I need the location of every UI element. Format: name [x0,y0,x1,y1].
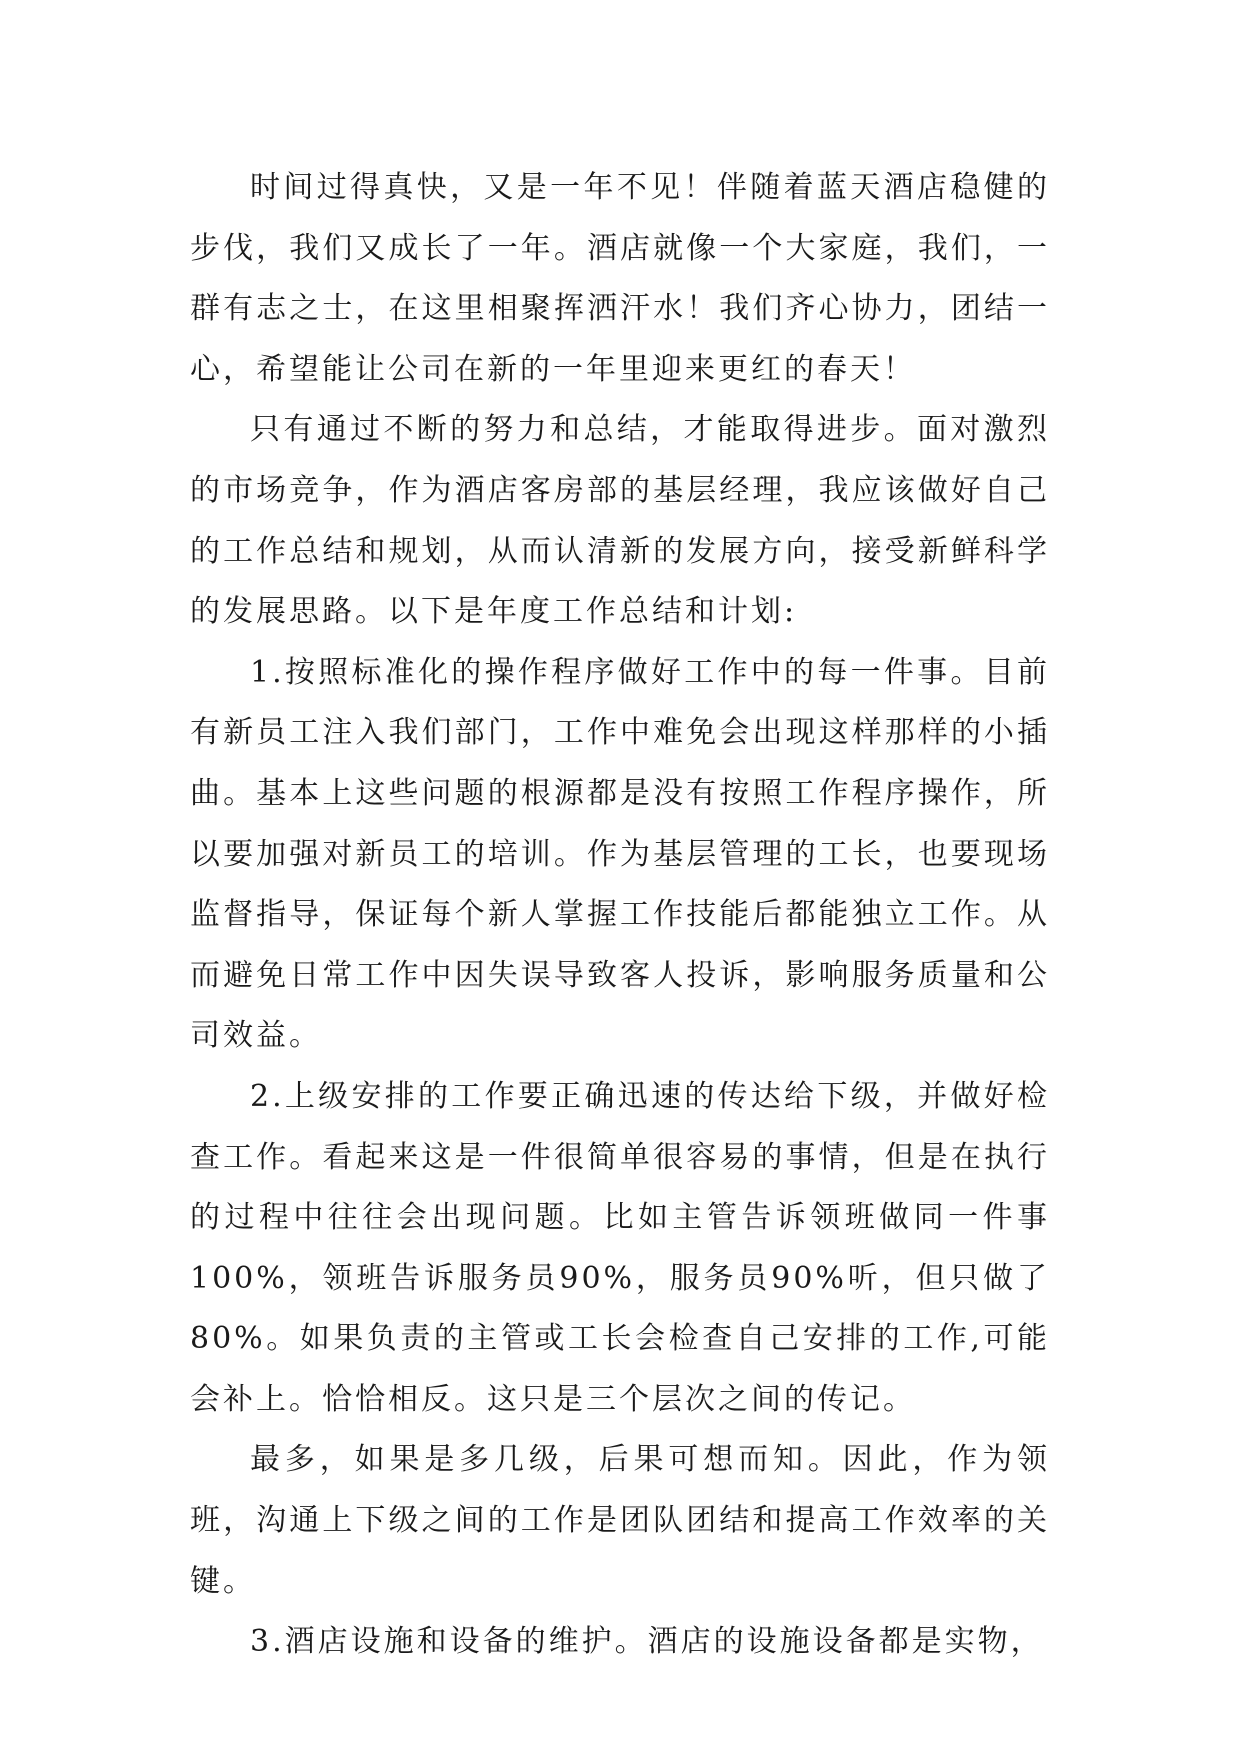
paragraph-item-2: 2.上级安排的工作要正确迅速的传达给下级，并做好检查工作。看起来这是一件很简单很容易的事情，但是在执行的过程中往往会出现问题。比如主管告诉领班做同一件事100%，领班告诉服务员90%，服务员90%听，但只做了80%。如果负责的主管或工长会检查自己安排的工作,可能会补上。恰恰相反。这只是三个层次之间的传记。 [190,1078,1050,1417]
paragraph-summary-purpose: 只有通过不断的努力和总结，才能取得进步。面对激烈的市场竞争，作为酒店客房部的基层经理，我应该做好自己的工作总结和规划，从而认清新的发展方向，接受新鲜科学的发展思路。以下是年度工作总结和计划: [190,412,1050,630]
paragraph-item-1: 1.按照标准化的操作程序做好工作中的每一件事。目前有新员工注入我们部门，工作中难免会出现这样那样的小插曲。基本上这些问题的根源都是没有按照工作程序操作，所以要加强对新员工的培训。作为基层管理的工长，也要现场监督指导，保证每个新人掌握工作技能后都能独立工作。从而避免日常工作中因失误导致客人投诉，影响服务质量和公司效益。 [190,654,1050,1054]
document-body [190,158,1050,1673]
paragraph-item-3: 3.酒店设施和设备的维护。酒店的设施设备都是实物， [250,1624,1044,1660]
paragraph-continuation: 最多，如果是多几级，后果可想而知。因此，作为领班，沟通上下级之间的工作是团队团结和提高工作效率的关键。 [190,1442,1050,1599]
paragraph-intro: 时间过得真快，又是一年不见！伴随着蓝天酒店稳健的步伐，我们又成长了一年。酒店就像一个大家庭，我们，一群有志之士，在这里相聚挥洒汗水！我们齐心协力，团结一心，希望能让公司在新的一年里迎来更红的春天！ [190,170,1050,387]
